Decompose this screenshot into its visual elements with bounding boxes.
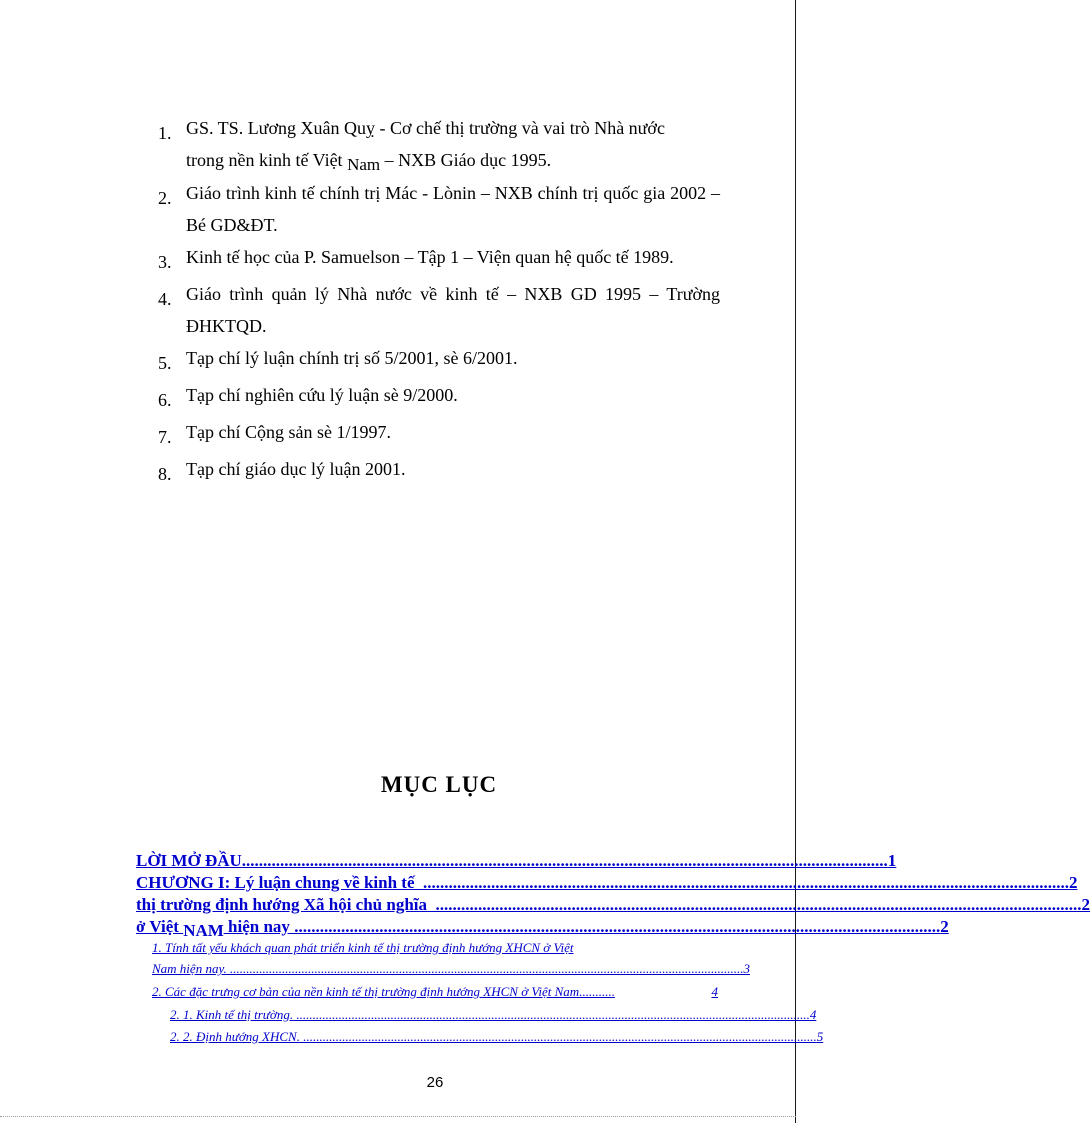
reference-item	[158, 112, 720, 177]
page-number: 26	[426, 1074, 444, 1091]
reference-item	[158, 453, 720, 490]
toc-link-section-2[interactable]: 2. Các đặc trưng cơ bản của nền kinh tế thị trường định hướng XHCN ở Việt Nam ........... 4	[152, 980, 718, 1004]
toc-link-section-1[interactable]: 1. Tính tất yếu khách quan phát triển kinh tế thị trường định hướng XHCN ở Việt Nam hiện nay. .............................................................................................................................................................. 3	[152, 938, 718, 980]
toc-link-loi-mo-dau[interactable]: LỜI MỞ ĐẦU ........................................................................................................................................................ 1	[136, 851, 897, 870]
toc-page-number: 2	[1069, 873, 1078, 892]
reference-text: Giáo trình quản lý Nhà nước về kinh tế – NXB GD 1995 – Trường ĐHKTQD.	[186, 284, 720, 336]
toc-page-number: 2	[1081, 895, 1090, 914]
toc-page-number: 1	[887, 851, 897, 870]
toc-link-section-2-2[interactable]: 2. 2. Định hướng XHCN. .............................................................................................................................................................. 5	[170, 1026, 718, 1048]
reference-item	[158, 177, 720, 241]
reference-text-cont: – NXB Giáo dục 1995.	[384, 150, 552, 170]
reference-text-subscript: Nam	[347, 155, 381, 174]
reference-number: 5.	[158, 353, 172, 373]
toc-title: MỤC LỤC	[380, 772, 498, 797]
reference-number: 6.	[158, 390, 172, 410]
reference-item	[158, 379, 720, 416]
table-of-contents	[136, 850, 1090, 1048]
reference-text: Giáo trình kinh tế chính trị Mác - Lònin – NXB chính trị quốc gia 2002 – Bé GD&ĐT.	[186, 183, 720, 235]
reference-item	[158, 278, 720, 342]
page-border-bottom	[0, 1116, 796, 1117]
reference-text: Tạp chí Cộng sản sè 1/1997.	[186, 422, 391, 442]
toc-link-chuong-1[interactable]: CHƯƠNG I: Lý luận chung về kinh tế ........................................................................................................................................................ 2	[136, 873, 1078, 892]
references-list	[158, 112, 720, 490]
reference-text: Tạp chí lý luận chính trị số 5/2001, sè 6/2001.	[186, 348, 518, 368]
toc-page-number: 3	[743, 961, 750, 976]
reference-text: Tạp chí giáo dục lý luận 2001.	[186, 459, 406, 479]
reference-text: GS. TS. Lương Xuân Quỵ - Cơ chế thị trường và vai trò Nhà nước	[186, 118, 665, 138]
reference-item	[158, 342, 720, 379]
toc-link-section-2-1[interactable]: 2. 1. Kinh tế thị trường. .............................................................................................................................................................. 4	[170, 1004, 718, 1026]
reference-text: Kinh tế học của P. Samuelson – Tập 1 – Viện quan hệ quốc tế 1989.	[186, 247, 674, 267]
toc-page-number: 4	[711, 984, 718, 999]
reference-item	[158, 416, 720, 453]
reference-text-cont: trong nền kinh tế Việt	[186, 150, 343, 170]
reference-number: 4.	[158, 289, 172, 309]
page-border-right	[795, 0, 796, 1123]
reference-number: 1.	[158, 123, 172, 143]
toc-page-number: 5	[816, 1029, 824, 1044]
toc-link-chuong-1-end[interactable]: ở Việt NAM hiện nay ........................................................................................................................................................ 2	[136, 917, 949, 940]
toc-page-number: 4	[809, 1007, 817, 1022]
reference-number: 2.	[158, 188, 172, 208]
toc-page-number: 2	[940, 917, 949, 936]
toc-link-chuong-1-cont[interactable]: thị trường định hướng Xã hội chủ nghĩa ........................................................................................................................................................ 2	[136, 895, 1090, 914]
reference-number: 7.	[158, 427, 172, 447]
reference-number: 3.	[158, 252, 172, 272]
reference-number: 8.	[158, 464, 172, 484]
reference-item	[158, 241, 720, 278]
reference-text: Tạp chí nghiên cứu lý luận sè 9/2000.	[186, 385, 458, 405]
toc-subscript: NAM	[183, 921, 224, 940]
